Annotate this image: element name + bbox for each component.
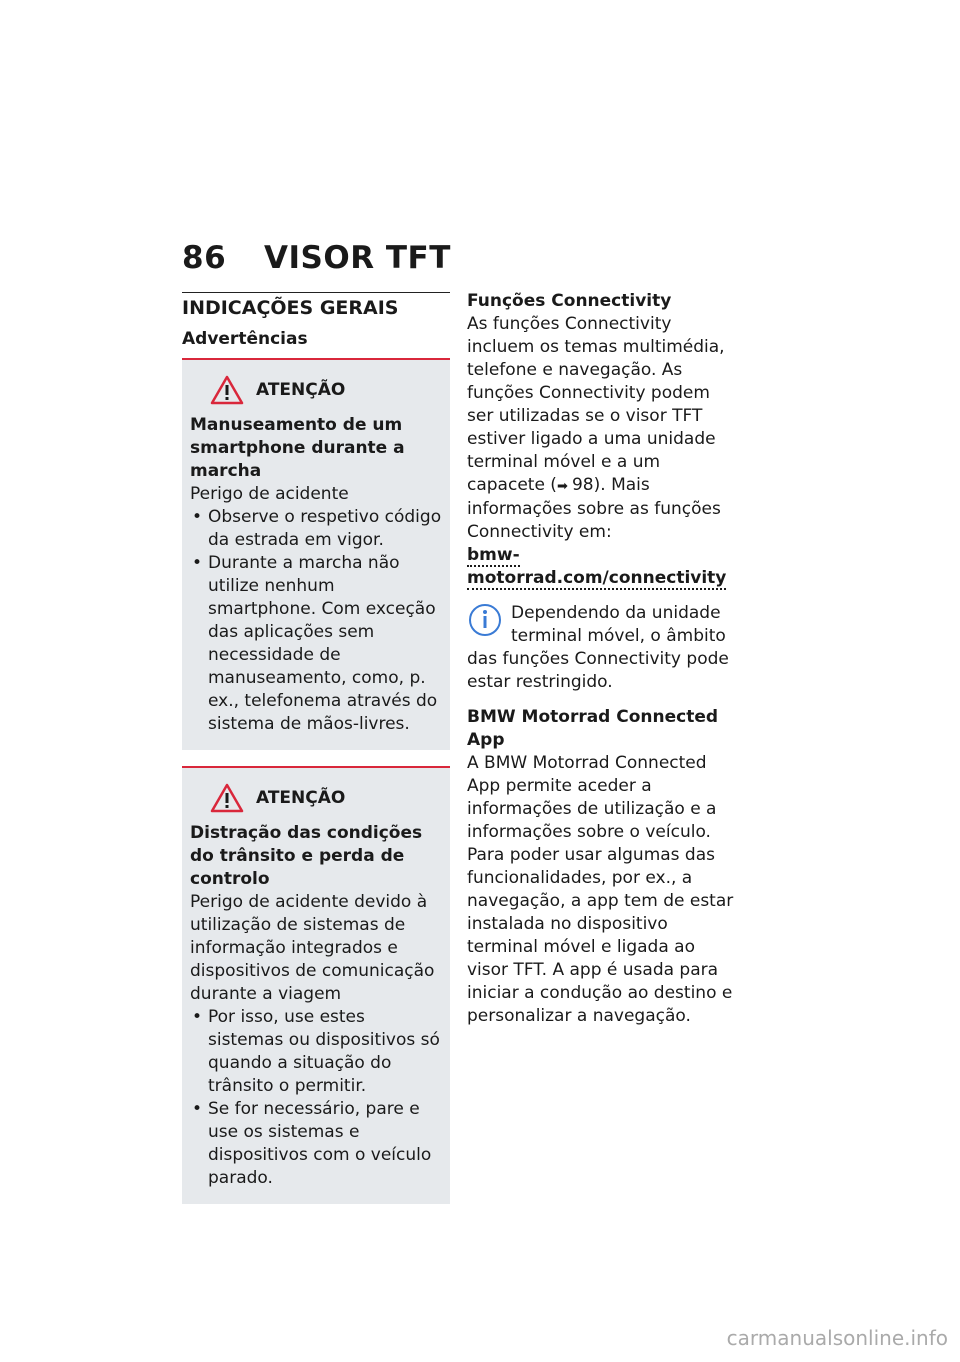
warning-text: Perigo de acidente	[190, 484, 349, 504]
app-text: A BMW Motorrad Connected App permite aceder a informações de utilização e a informações sobre o veículo. Para poder usar algumas das funcionalidades, por ex., a navegação, a app tem de estar instalada no dispositivo terminal móvel e ligada ao visor TFT. A app é usada para iniciar a condução ao destino e personalizar a navegação.	[467, 753, 734, 1026]
watermark: carmanualsonline.info	[726, 1326, 948, 1350]
connectivity-text-a: As funções Connectivity incluem os temas multimédia, telefone e navegação. As funções Connectivity podem ser utilizadas se o visor TFT estiver ligado a uma unidade terminal móvel e a um capacete (	[467, 314, 725, 495]
bullet-item: • Observe o respetivo código da estrada em vigor.	[190, 506, 442, 552]
connectivity-text-b: ). Mais informações sobre as funções Connectivity em:	[467, 475, 721, 542]
right-column	[467, 290, 741, 1028]
warning-label: ATENÇÃO	[256, 380, 346, 400]
page-title: VISOR TFT	[264, 240, 451, 276]
warning-bullets	[190, 506, 442, 736]
info-text: Dependendo da unidade terminal móvel, o âmbito das funções Connectivity pode estar restringido.	[467, 603, 729, 692]
warning-triangle-icon	[210, 783, 244, 813]
left-column	[182, 292, 450, 1204]
warning-title: Manuseamento de um smartphone durante a marcha	[190, 415, 405, 481]
warning-label: ATENÇÃO	[256, 788, 346, 808]
connectivity-link[interactable]: bmw-motorrad.com/connectivity	[467, 545, 727, 588]
section-title: INDICAÇÕES GERAIS	[182, 292, 450, 320]
warning-title: Distração das condições do trânsito e perda de controlo	[190, 823, 423, 889]
warning-header	[190, 780, 442, 816]
bullet-item: • Por isso, use estes sistemas ou dispositivos só quando a situação do trânsito o permitir.	[190, 1006, 442, 1098]
warning-header	[190, 372, 442, 408]
info-icon	[467, 602, 503, 642]
reference-arrow-icon: ➡	[556, 479, 572, 494]
page-reference[interactable]: 98	[571, 475, 594, 495]
page-number: 86	[182, 240, 227, 276]
warning-box-1	[182, 358, 450, 750]
warning-text: Perigo de acidente devido à utilização de sistemas de informação integrados e dispositivos de comunicação durante a viagem	[190, 892, 435, 1004]
warning-bullets	[190, 1006, 442, 1190]
connectivity-text	[467, 313, 741, 544]
info-note	[467, 602, 741, 694]
bullet-item: • Durante a marcha não utilize nenhum smartphone. Com exceção das aplicações sem necessidade de manuseamento, como, p. ex., telefonema através do sistema de mãos-livres.	[190, 552, 442, 736]
warning-box-2	[182, 766, 450, 1204]
subsection-title: Advertências	[182, 329, 308, 349]
connectivity-heading: Funções Connectivity	[467, 291, 672, 311]
page-header	[182, 240, 451, 276]
app-heading: BMW Motorrad Connected App	[467, 707, 719, 750]
warning-triangle-icon	[210, 375, 244, 405]
bullet-item: • Se for necessário, pare e use os sistemas e dispositivos com o veículo parado.	[190, 1098, 442, 1190]
